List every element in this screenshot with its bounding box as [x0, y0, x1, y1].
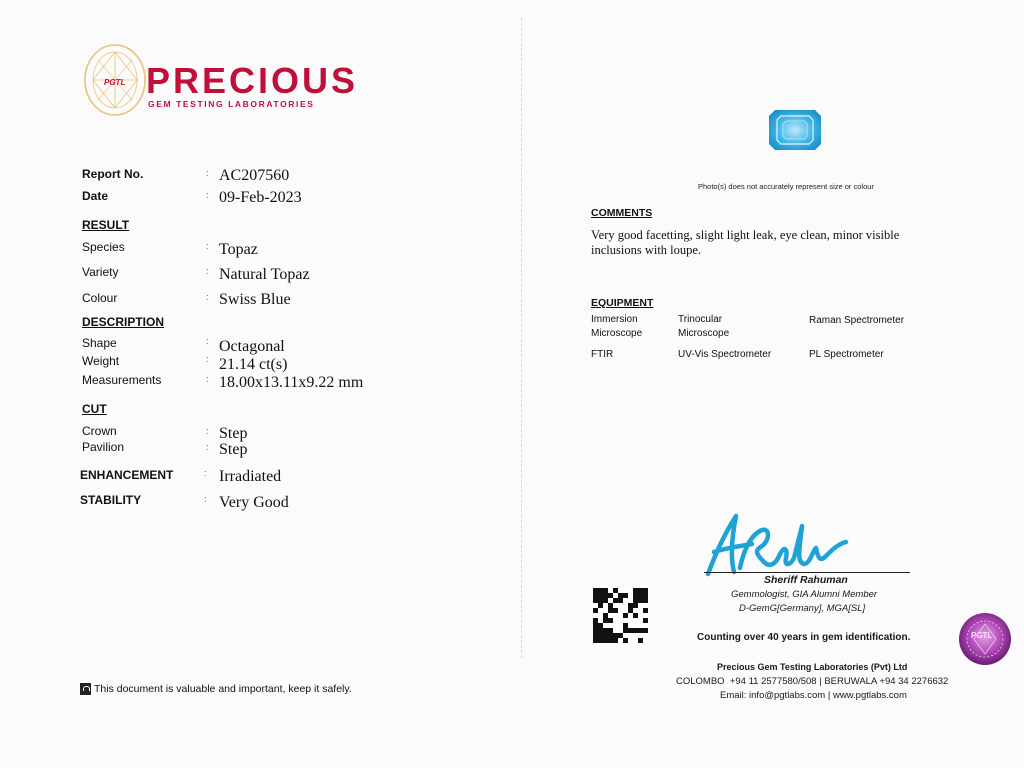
crown-label: Crown [82, 424, 117, 438]
company-name: Precious Gem Testing Laboratories (Pvt) Ltd [717, 662, 908, 672]
footer-note-text: This document is valuable and important, keep it safely. [94, 683, 352, 695]
comments-text: Very good facetting, slight light leak, eye clean, minor visible inclusions with loupe. [591, 228, 900, 257]
colour-label: Colour [82, 291, 118, 305]
logo-emblem-text: PGTL [104, 78, 126, 87]
photo-caption: Photo(s) does not accurately represent size or colour [698, 182, 874, 191]
shape-value: Octagonal [219, 338, 285, 355]
enhancement-label: ENHANCEMENT [80, 468, 174, 482]
signature-line [704, 572, 910, 573]
shape-label: Shape [82, 336, 117, 350]
lock-icon [80, 683, 91, 695]
logo-subtitle: GEM TESTING LABORATORIES [148, 99, 315, 109]
signatory-title-2: D-GemG[Germany], MGA[SL] [739, 603, 866, 614]
equipment-item: UV-Vis Spectrometer [678, 349, 772, 360]
seal-text: PGTL [971, 631, 993, 640]
variety-value: Natural Topaz [219, 266, 310, 283]
result-heading: RESULT [82, 218, 130, 232]
qr-code[interactable] [593, 588, 648, 643]
equipment-item: Raman Spectrometer [809, 315, 905, 326]
crown-value: Step [219, 425, 248, 442]
enhancement-value: Irradiated [219, 468, 282, 485]
stability-value: Very Good [219, 494, 289, 511]
company-contact: Email: info@pgtlabs.com | www.pgtlabs.com [720, 690, 907, 701]
gemstone-photo [767, 108, 823, 152]
colon: : [204, 494, 207, 504]
colon: : [206, 426, 209, 436]
pavilion-label: Pavilion [82, 440, 125, 454]
colon: : [206, 374, 209, 384]
species-value: Topaz [219, 241, 258, 258]
tagline: Counting over 40 years in gem identification. [697, 632, 911, 643]
company-phones: COLOMBO +94 11 2577580/508 | BERUWALA +94 34 2276632 [676, 676, 949, 687]
colon: : [206, 266, 209, 276]
variety-label: Variety [82, 265, 119, 279]
date-label: Date [82, 189, 109, 203]
colon: : [206, 168, 209, 178]
equipment-item: Immersion Microscope [591, 314, 643, 339]
comments-heading: COMMENTS [591, 207, 653, 219]
date-value: 09-Feb-2023 [219, 189, 302, 206]
colon: : [206, 354, 209, 364]
report-number-label: Report No. [82, 167, 144, 181]
pavilion-value: Step [219, 441, 248, 458]
species-label: Species [82, 240, 125, 254]
stability-label: STABILITY [80, 493, 142, 507]
equipment-item: PL Spectrometer [809, 349, 884, 360]
measurements-label: Measurements [82, 373, 162, 387]
colon: : [206, 336, 209, 346]
fold-line [521, 18, 522, 658]
footer-note [80, 683, 352, 695]
colon: : [206, 241, 209, 251]
logo-wordmark: PRECIOUS [146, 60, 359, 101]
report-number-value: AC207560 [219, 167, 290, 184]
weight-label: Weight [82, 354, 120, 368]
equipment-heading: EQUIPMENT [591, 297, 654, 309]
signatory-name: Sheriff Rahuman [764, 574, 848, 586]
equipment-item: FTIR [591, 349, 614, 360]
description-heading: DESCRIPTION [82, 315, 165, 329]
colon: : [206, 442, 209, 452]
colon: : [206, 292, 209, 302]
colon: : [204, 468, 207, 478]
measurements-value: 18.00x13.11x9.22 mm [219, 374, 364, 391]
equipment-item: Trinocular Microscope [678, 314, 730, 339]
colon: : [206, 190, 209, 200]
signatory-title-1: Gemmologist, GIA Alumni Member [731, 589, 878, 600]
colour-value: Swiss Blue [219, 291, 291, 308]
weight-value: 21.14 ct(s) [219, 356, 288, 373]
cut-heading: CUT [82, 402, 107, 416]
